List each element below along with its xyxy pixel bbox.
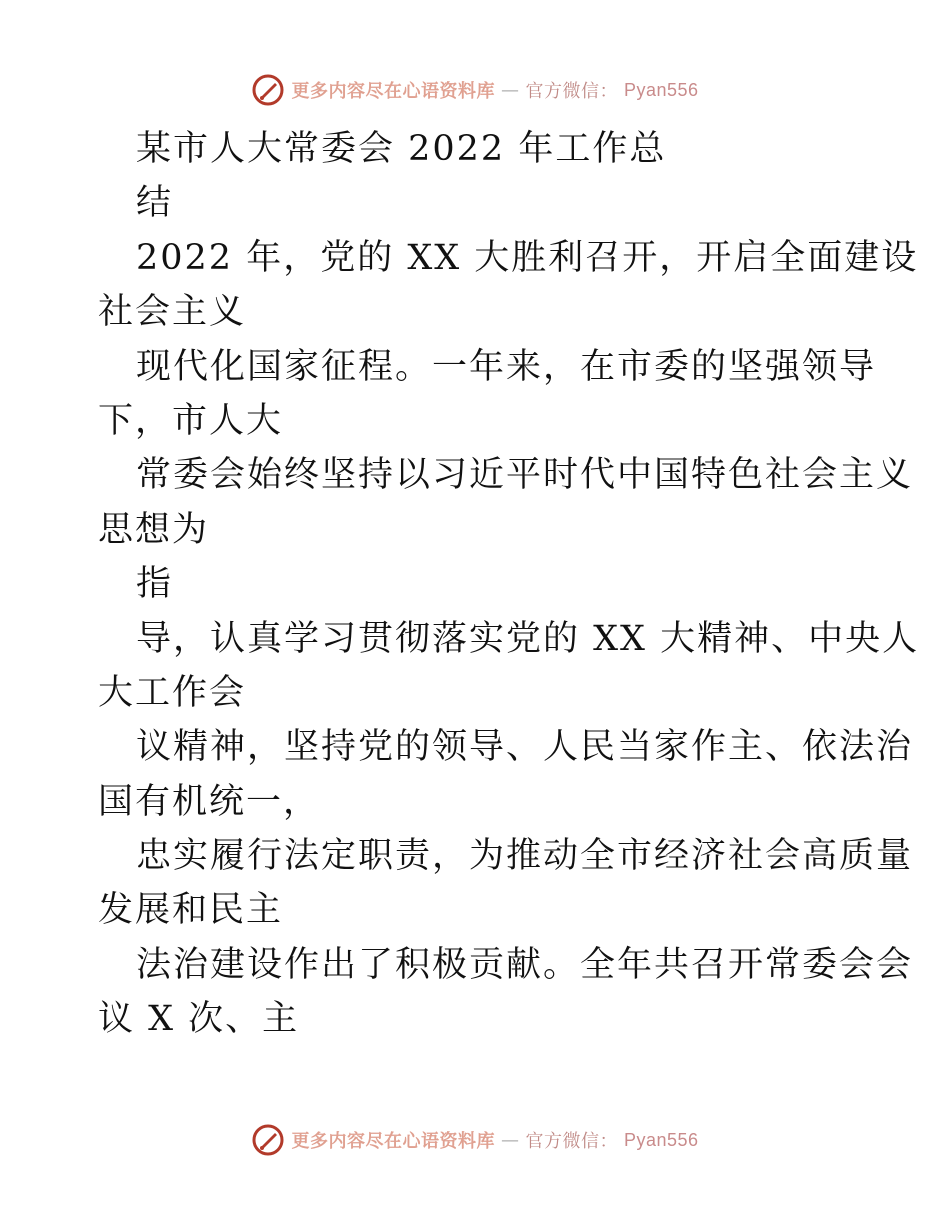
watermark-separator: — (500, 79, 520, 101)
watermark-sub-text: 官方微信： (525, 1131, 618, 1152)
text-line: 国有机统一， (98, 781, 321, 822)
text-line: 发展和民主 (98, 890, 284, 931)
header-watermark (0, 70, 950, 110)
text-line: 常委会始终坚持以习近平时代中国特色社会主义 (136, 455, 914, 496)
text-line: 下，市人大 (98, 400, 284, 441)
text-line: 2022 年，党的 XX 大胜利召开，开启全面建设 (136, 237, 919, 278)
footer-watermark (0, 1120, 950, 1160)
text-line: 现代化国家征程。一年来，在市委的坚强领导 (136, 346, 877, 387)
document-body (98, 122, 920, 1047)
watermark-main-text: 更多内容尽在心语资料库 (291, 81, 495, 102)
text-line: 忠实履行法定职责，为推动全市经济社会高质量 (136, 836, 914, 877)
text-line: 导，认真学习贯彻落实党的 XX 大精神、中央人 (136, 618, 920, 659)
text-line: 议精神，坚持党的领导、人民当家作主、依法治 (136, 727, 914, 768)
text-line: 社会主义 (98, 292, 247, 333)
watermark-main-text: 更多内容尽在心语资料库 (291, 1131, 495, 1152)
watermark-id: Pyan556 (623, 1129, 699, 1150)
watermark-separator: — (500, 1129, 520, 1151)
pen-logo-icon (251, 1123, 285, 1157)
watermark-sub-text: 官方微信： (525, 81, 618, 102)
text-line: 指 (136, 564, 174, 605)
text-line: 大工作会 (98, 672, 247, 713)
text-line: 法治建设作出了积极贡献。全年共召开常委会会 (136, 944, 914, 985)
watermark-id: Pyan556 (623, 79, 699, 100)
pen-logo-icon (251, 73, 285, 107)
text-line: 思想为 (98, 509, 210, 550)
text-line: 结 (136, 183, 174, 224)
text-line: 议 X 次、主 (98, 999, 300, 1040)
text-line: 某市人大常委会 2022 年工作总 (136, 129, 667, 169)
